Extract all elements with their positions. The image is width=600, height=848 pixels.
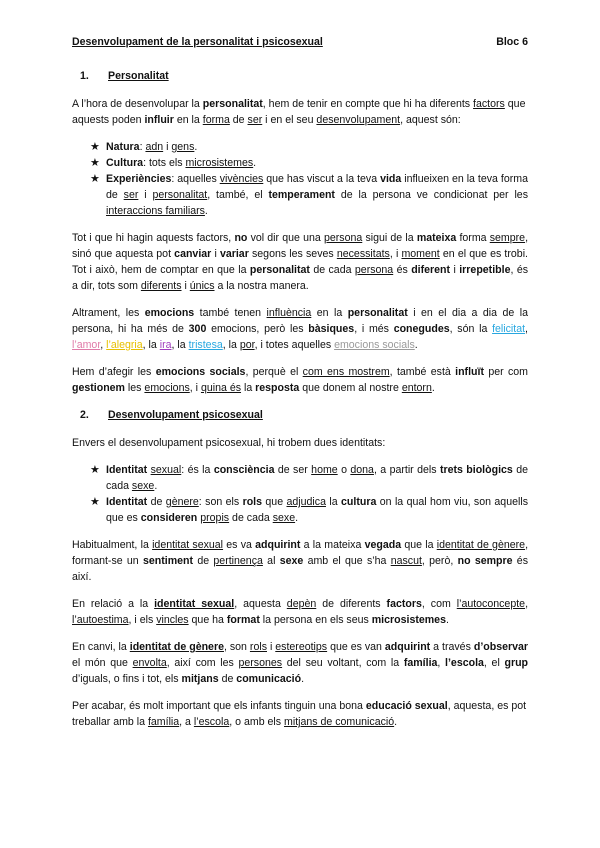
section-heading-psicosexual [72, 407, 528, 423]
paragraph-identitat-sexual: En relació a la identitat sexual, aquesta depèn de diferents factors, com l’autoconcepte, l’autoestima, i els vincles que ha format la persona en els seus microsistemes. [72, 598, 529, 626]
section-number: 1. [80, 70, 89, 82]
list-item-identitat-genere: ★ Identitat de gènere: son els rols que adjudica la cultura on la qual hom viu, son aquells que es consideren propis de cada sexe. [90, 496, 528, 524]
identitats-list [72, 462, 528, 526]
section-number: 2. [80, 409, 89, 421]
star-bullet-icon: ★ [90, 157, 100, 169]
list-item-experiencies: ★ Experiències: aquelles vivències que has viscut a la teva vida influeixen en la teva forma de ser i personalitat, també, el temperament de la persona ve condicionat per les interaccions familiars. [90, 173, 528, 217]
header-title: Desenvolupament de la personalitat i psicosexual [72, 36, 323, 48]
paragraph-emocions-socials: Hem d’afegir les emocions socials, perquè el com ens mostrem, també està influït per com gestionem les emocions, i quina és la resposta que donem al nostre entorn. [72, 366, 528, 394]
paragraph-emocions: Altrament, les emocions també tenen influència en la personalitat i en el dia a dia de la persona, hi ha més de 300 emocions, però les bàsiques, i més conegudes, són la felicitat, l’amor, l’alegria, la ira, la tristesa, la por, i totes aquelles emocions socials. [72, 307, 528, 351]
paragraph-factors-intro: A l’hora de desenvolupar la personalitat, hem de tenir en compte que hi ha diferents factors que aquests poden influir en la forma de ser i en el seu desenvolupament, aquest són: [72, 98, 526, 126]
header-bloc: Bloc 6 [496, 36, 528, 48]
list-item-cultura: ★ Cultura: tots els microsistemes. [90, 157, 257, 169]
list-item-natura: ★ Natura: adn i gens. [90, 141, 198, 153]
star-bullet-icon: ★ [90, 173, 100, 185]
paragraph-identitats-intro: Envers el desenvolupament psicosexual, hi trobem dues identitats: [72, 437, 386, 449]
star-bullet-icon: ★ [90, 464, 100, 476]
star-bullet-icon: ★ [90, 496, 100, 508]
section-heading-personalitat [72, 68, 528, 84]
list-item-identitat-sexual: ★ Identitat sexual: és la consciència de ser home o dona, a partir dels trets biològics de cada sexe. [90, 464, 528, 492]
paragraph-per-acabar: Per acabar, és molt important que els infants tinguin una bona educació sexual, aquesta, es pot treballar amb la família, a l’escola, o amb els mitjans de comunicació. [72, 700, 527, 728]
paragraph-identitat-genere: En canvi, la identitat de gènere, son rols i estereotips que es van adquirint a través d’observar el món que envolta, així com les persones del seu voltant, com la família, l’escola, el grup d’iguals, o fins i tot, els mitjans de comunicació. [72, 641, 529, 685]
document-header [72, 34, 528, 50]
paragraph-canvi: Tot i que hi hagin aquests factors, no vol dir que una persona sigui de la mateixa forma sempre, sinó que aquesta pot canviar i variar segons les seves necessitats, i moment en el que es trobi. Tot i això, hem de comptar en que la personalitat de cada persona és diferent i irrepetible, és a dir, tots som diferents i únics a la nostra manera. [72, 232, 529, 292]
document-page [72, 34, 528, 741]
paragraph-habitualment: Habitualment, la identitat sexual es va adquirint a la mateixa vegada que la identitat de gènere, formant-se un sentiment de pertinença al sexe amb el que s’ha nascut, però, no sempre és així. [72, 539, 529, 583]
star-bullet-icon: ★ [90, 141, 100, 153]
section-title: Desenvolupament psicosexual [108, 409, 263, 421]
section-title: Personalitat [108, 70, 169, 82]
factors-list [72, 139, 528, 219]
